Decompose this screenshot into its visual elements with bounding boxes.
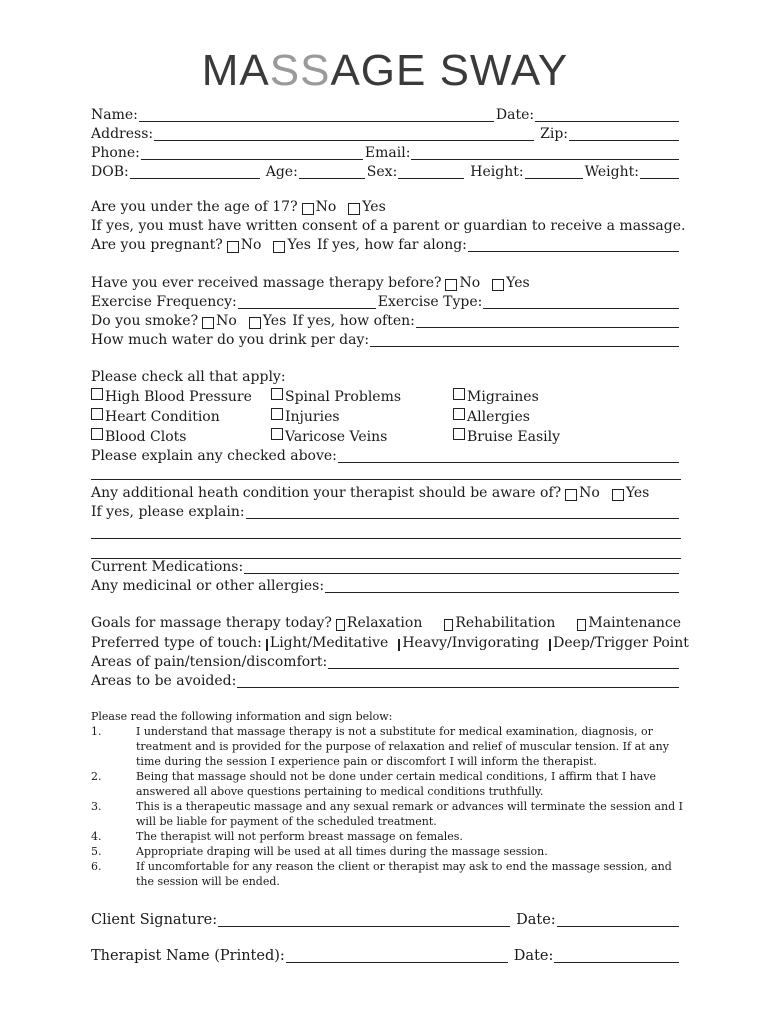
pregnant-yes-checkbox[interactable] <box>273 241 285 253</box>
varicose-veins-label: Varicose Veins <box>285 429 388 445</box>
massage-sway-logo <box>0 46 770 96</box>
relaxation-label: Relaxation <box>346 615 423 631</box>
terms-item-text: If uncomfortable for any reason the client or therapist may ask to end the massage session, and the session will be ended. <box>136 860 672 888</box>
signature-section <box>91 908 681 966</box>
terms-item-text: Being that massage should not be done under certain medical conditions, I affirm that I have answered all above questions pertaining to medical conditions truthfully. <box>136 770 657 798</box>
light-touch-checkbox[interactable] <box>266 639 268 651</box>
terms-item <box>91 829 685 844</box>
smoke-yes-label: Yes <box>262 313 287 329</box>
terms-item-text: The therapist will not perform breast massage on females. <box>136 830 463 843</box>
heavy-touch-checkbox[interactable] <box>398 639 400 651</box>
received-no-checkbox[interactable] <box>445 279 457 291</box>
dob-field[interactable] <box>130 164 260 179</box>
sex-label: Sex: <box>366 164 398 180</box>
address-field[interactable] <box>154 126 534 141</box>
terms-section <box>91 709 685 889</box>
dob-label: DOB: <box>91 164 129 180</box>
client-date-label: Date: <box>516 912 556 928</box>
terms-item <box>91 799 685 829</box>
light-touch-label: Light/Meditative <box>269 635 389 651</box>
pregnant-question: Are you pregnant? <box>91 237 223 253</box>
terms-intro: Please read the following information and sign below: <box>91 710 393 723</box>
therapist-date-field[interactable] <box>554 948 679 963</box>
pregnant-no-checkbox[interactable] <box>227 241 239 253</box>
under-17-yes-checkbox[interactable] <box>348 203 360 215</box>
age-field[interactable] <box>299 164 365 179</box>
under-17-yes-label: Yes <box>362 199 386 215</box>
terms-item-number: 4. <box>91 830 102 843</box>
under-17-no-checkbox[interactable] <box>302 203 314 215</box>
allergies-other-label: Any medicinal or other allergies: <box>91 578 325 594</box>
conditions-section <box>91 368 681 480</box>
under-17-question: Are you under the age of 17? <box>91 199 298 215</box>
terms-item-text: Appropriate draping will be used at all times during the massage session. <box>136 845 548 858</box>
pregnant-no-label: No <box>240 237 262 253</box>
logo-text-2: SS <box>269 46 331 95</box>
date-label: Date: <box>495 107 535 123</box>
exercise-type-field[interactable] <box>483 294 679 309</box>
client-signature-label: Client Signature: <box>91 912 218 928</box>
name-label: Name: <box>91 107 138 123</box>
height-field[interactable] <box>525 164 583 179</box>
avoid-areas-label: Areas to be avoided: <box>91 673 237 689</box>
high-blood-pressure-checkbox[interactable] <box>91 388 103 400</box>
rehabilitation-checkbox[interactable] <box>444 619 453 631</box>
consent-note: If yes, you must have written consent of a parent or guardian to receive a massage. <box>91 218 686 234</box>
terms-item-number: 6. <box>91 860 102 873</box>
avoid-areas-field[interactable] <box>237 673 679 688</box>
check-all-label: Please check all that apply: <box>91 369 286 385</box>
how-far-field[interactable] <box>468 237 679 252</box>
how-often-label: If yes, how often: <box>292 313 415 329</box>
varicose-veins-checkbox[interactable] <box>271 428 283 440</box>
relaxation-checkbox[interactable] <box>336 619 345 631</box>
weight-field[interactable] <box>640 164 679 179</box>
exercise-frequency-field[interactable] <box>238 294 376 309</box>
pregnant-yes-label: Yes <box>287 237 311 253</box>
logo-text-1: MA <box>201 46 270 95</box>
spinal-problems-label: Spinal Problems <box>285 389 402 405</box>
phone-field[interactable] <box>141 145 363 160</box>
pain-areas-label: Areas of pain/tension/discomfort: <box>91 654 328 670</box>
terms-item-text: This is a therapeutic massage and any sexual remark or advances will terminate the session and I will be liable for payment of the scheduled treatment. <box>136 800 683 828</box>
please-explain-line-2[interactable] <box>91 537 681 539</box>
touch-question: Preferred type of touch: <box>91 635 262 651</box>
please-explain-field[interactable] <box>246 504 679 519</box>
additional-yes-label: Yes <box>625 485 650 501</box>
injuries-label: Injuries <box>285 409 340 425</box>
client-info-section <box>91 106 681 182</box>
terms-item-number: 1. <box>91 725 102 738</box>
goals-section <box>91 613 689 691</box>
sex-field[interactable] <box>398 164 464 179</box>
phone-label: Phone: <box>91 145 140 161</box>
smoke-no-label: No <box>216 313 237 329</box>
terms-item-number: 2. <box>91 770 102 783</box>
received-massage-question: Have you ever received massage therapy before? <box>91 275 442 291</box>
medications-section <box>91 558 681 596</box>
weight-label: Weight: <box>584 164 639 180</box>
additional-no-checkbox[interactable] <box>565 489 577 501</box>
logo-text-3: AGE SWAY <box>330 46 569 95</box>
client-signature-field[interactable] <box>218 912 510 927</box>
email-field[interactable] <box>411 145 679 160</box>
migraines-checkbox[interactable] <box>453 388 465 400</box>
bruise-easily-checkbox[interactable] <box>453 428 465 440</box>
heavy-touch-label: Heavy/Invigorating <box>402 635 540 651</box>
received-yes-checkbox[interactable] <box>492 279 504 291</box>
water-question: How much water do you drink per day: <box>91 332 370 348</box>
blood-clots-label: Blood Clots <box>105 429 187 445</box>
address-label: Address: <box>91 126 154 142</box>
how-far-label: If yes, how far along: <box>316 237 467 253</box>
smoke-question: Do you smoke? <box>91 313 199 329</box>
terms-item <box>91 769 685 799</box>
additional-condition-section <box>91 484 681 559</box>
injuries-checkbox[interactable] <box>271 408 283 420</box>
terms-item <box>91 724 685 769</box>
pain-areas-field[interactable] <box>328 654 679 669</box>
water-field[interactable] <box>370 332 679 347</box>
allergies-other-field[interactable] <box>325 578 679 593</box>
spinal-problems-checkbox[interactable] <box>271 388 283 400</box>
bruise-easily-label: Bruise Easily <box>467 429 561 445</box>
terms-item-text: I understand that massage therapy is not a substitute for medical examination, diagnosis, or treatment and is provided for the purpose of relaxation and relief of muscular tension. If at any time during the session I experience pain or discomfort I will inform the therapist. <box>136 725 669 768</box>
additional-yes-checkbox[interactable] <box>612 489 624 501</box>
smoke-no-checkbox[interactable] <box>202 317 214 329</box>
explain-checked-label: Please explain any checked above: <box>91 448 337 464</box>
terms-item-number: 5. <box>91 845 102 858</box>
name-field[interactable] <box>139 107 494 122</box>
allergies-checkbox[interactable] <box>453 408 465 420</box>
date-field[interactable] <box>535 107 679 122</box>
therapist-date-label: Date: <box>513 948 554 964</box>
exercise-type-label: Exercise Type: <box>377 294 483 310</box>
additional-condition-question: Any additional heath condition your therapist should be aware of? <box>91 485 562 501</box>
rehabilitation-label: Rehabilitation <box>455 615 556 631</box>
allergies-label: Allergies <box>467 409 530 425</box>
smoke-yes-checkbox[interactable] <box>249 317 261 329</box>
height-label: Height: <box>470 164 524 180</box>
heart-condition-label: Heart Condition <box>105 409 220 425</box>
received-yes-label: Yes <box>506 275 530 291</box>
zip-label: Zip: <box>540 126 568 142</box>
blood-clots-checkbox[interactable] <box>91 428 103 440</box>
migraines-label: Migraines <box>467 389 539 405</box>
heart-condition-checkbox[interactable] <box>91 408 103 420</box>
exercise-frequency-label: Exercise Frequency: <box>91 294 237 310</box>
email-label: Email: <box>364 145 411 161</box>
therapist-name-label: Therapist Name (Printed): <box>91 948 285 964</box>
deep-touch-label: Deep/Trigger Point <box>553 635 689 651</box>
please-explain-label: If yes, please explain: <box>91 504 245 520</box>
goals-question: Goals for massage therapy today? <box>91 615 332 631</box>
zip-field[interactable] <box>569 126 679 141</box>
lifestyle-section <box>91 274 681 350</box>
client-date-field[interactable] <box>557 912 679 927</box>
how-often-field[interactable] <box>416 313 679 328</box>
high-blood-pressure-label: High Blood Pressure <box>105 389 252 405</box>
received-no-label: No <box>459 275 481 291</box>
maintenance-label: Maintenance <box>588 615 681 631</box>
under-17-no-label: No <box>315 199 337 215</box>
therapist-name-field[interactable] <box>286 948 508 963</box>
medications-field[interactable] <box>244 559 679 574</box>
medications-label: Current Medications: <box>91 559 244 575</box>
terms-item-number: 3. <box>91 800 102 813</box>
age-section <box>91 198 686 255</box>
maintenance-checkbox[interactable] <box>577 619 586 631</box>
terms-item <box>91 859 685 889</box>
terms-item <box>91 844 685 859</box>
deep-touch-checkbox[interactable] <box>549 639 551 651</box>
explain-checked-field[interactable] <box>338 448 679 463</box>
explain-checked-line-2[interactable] <box>91 478 681 480</box>
additional-no-label: No <box>579 485 600 501</box>
age-label: Age: <box>265 164 298 180</box>
